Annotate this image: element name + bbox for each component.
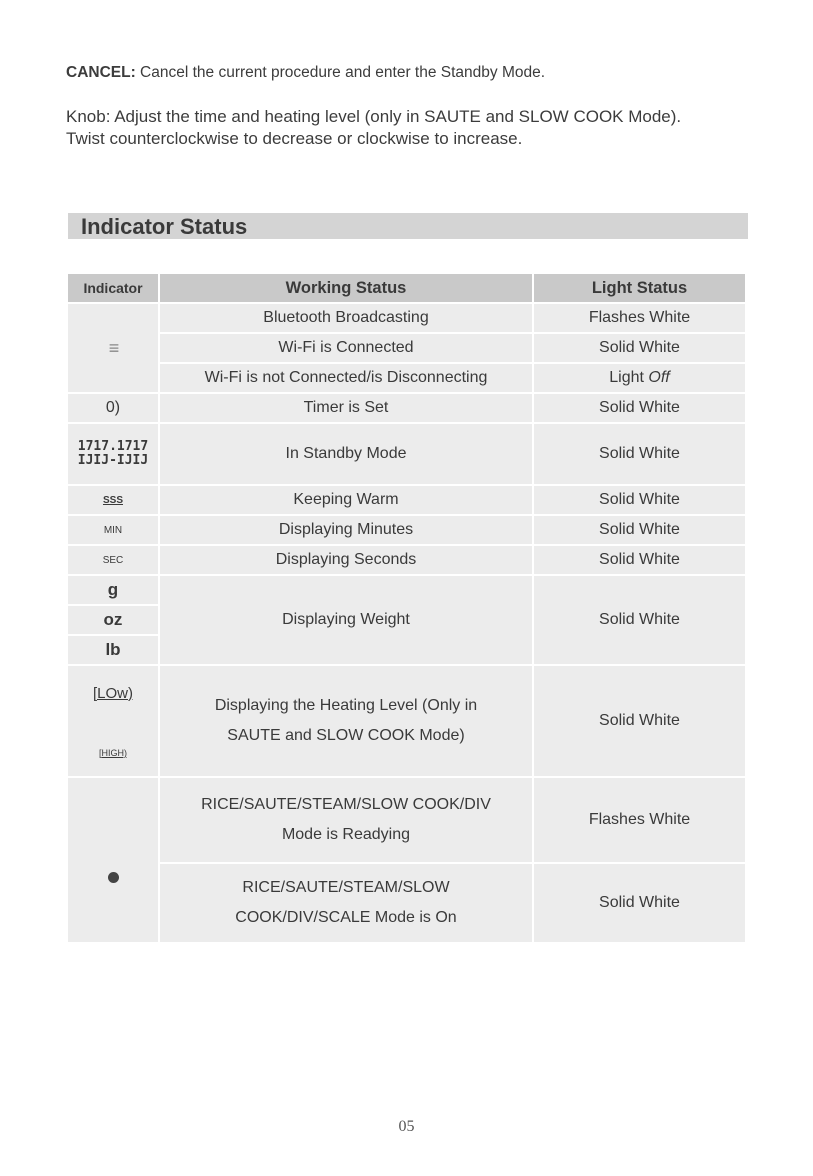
section-title: Indicator Status [81, 214, 248, 239]
standby-segment-line-2: IJIJ-IJIJ [77, 452, 149, 468]
table-row [68, 394, 745, 422]
timer-indicator: 0) [68, 394, 158, 422]
light-cell: Flashes White [534, 304, 745, 332]
mode-dot-indicator-cell [68, 778, 158, 942]
table-row [68, 576, 745, 604]
table-row [68, 334, 745, 362]
minutes-indicator: MIN [68, 516, 158, 544]
working-cell: Displaying Minutes [160, 516, 532, 544]
light-cell: Solid White [534, 576, 745, 664]
light-cell: Solid White [534, 546, 745, 574]
table-header-row [68, 274, 745, 302]
keep-warm-indicator: SSS [68, 486, 158, 514]
working-line-1: RICE/SAUTE/STEAM/SLOW COOK/DIV [201, 796, 491, 813]
table-row [68, 486, 745, 514]
section-header [68, 213, 748, 239]
working-cell: Keeping Warm [160, 486, 532, 514]
light-cell: Solid White [534, 864, 745, 942]
indicator-status-table [66, 272, 747, 944]
table-row [68, 864, 745, 942]
standby-segment-line-1: 1717.1717 [77, 438, 149, 454]
wifi-indicator-cell [68, 304, 158, 392]
heating-level-indicator [68, 666, 158, 776]
grams-indicator: g [68, 576, 158, 604]
knob-description [66, 106, 681, 150]
working-line-1: RICE/SAUTE/STEAM/SLOW [242, 879, 450, 896]
pounds-indicator: lb [68, 636, 158, 664]
table-row [68, 364, 745, 392]
working-cell [160, 666, 532, 776]
light-off-text: Off [648, 369, 670, 386]
light-cell: Solid White [534, 486, 745, 514]
light-cell: Solid White [534, 666, 745, 776]
table-row [68, 516, 745, 544]
header-working-status: Working Status [160, 274, 532, 302]
table-row [68, 424, 745, 484]
header-indicator: Indicator [68, 274, 158, 302]
working-cell [160, 864, 532, 942]
light-cell: Solid White [534, 334, 745, 362]
working-cell: Bluetooth Broadcasting [160, 304, 532, 332]
cancel-label: CANCEL: [66, 64, 136, 81]
light-cell [534, 364, 745, 392]
working-line-2: COOK/DIV/SCALE Mode is On [235, 909, 457, 926]
working-line-2: Mode is Readying [281, 826, 411, 843]
working-cell: Wi-Fi is Connected [160, 334, 532, 362]
standby-indicator [68, 424, 158, 484]
working-line-2: SAUTE and SLOW COOK Mode) [227, 727, 465, 744]
table-row [68, 778, 745, 862]
cancel-description [66, 62, 545, 84]
header-light-status: Light Status [534, 274, 745, 302]
table-row [68, 666, 745, 776]
working-line-1: Displaying the Heating Level (Only in [214, 697, 478, 714]
wifi-icon: ≡ [108, 337, 118, 358]
light-cell: Solid White [534, 394, 745, 422]
working-cell [160, 778, 532, 862]
table-row [68, 304, 745, 332]
light-cell: Solid White [534, 424, 745, 484]
table-row [68, 546, 745, 574]
working-cell: Displaying Weight [160, 576, 532, 664]
working-cell: Displaying Seconds [160, 546, 532, 574]
light-cell: Flashes White [534, 778, 745, 862]
standby-segment-display [78, 440, 148, 468]
light-cell: Solid White [534, 516, 745, 544]
ounces-indicator: oz [68, 606, 158, 634]
knob-line-2: Twist counterclockwise to decrease or clockwise to increase. [66, 129, 523, 148]
working-cell: Wi-Fi is not Connected/is Disconnecting [160, 364, 532, 392]
heat-high-indicator: [HIGH) [99, 747, 127, 758]
light-prefix: Light [609, 369, 649, 386]
page-number: 05 [398, 1118, 415, 1135]
working-cell: Timer is Set [160, 394, 532, 422]
knob-line-1: Knob: Adjust the time and heating level (only in SAUTE and SLOW COOK Mode). [66, 107, 682, 126]
seconds-indicator: SEC [68, 546, 158, 574]
dot-icon [108, 872, 119, 883]
cancel-text: Cancel the current procedure and enter the Standby Mode. [135, 64, 546, 81]
working-cell: In Standby Mode [160, 424, 532, 484]
heat-low-indicator: [LOw) [92, 684, 133, 702]
